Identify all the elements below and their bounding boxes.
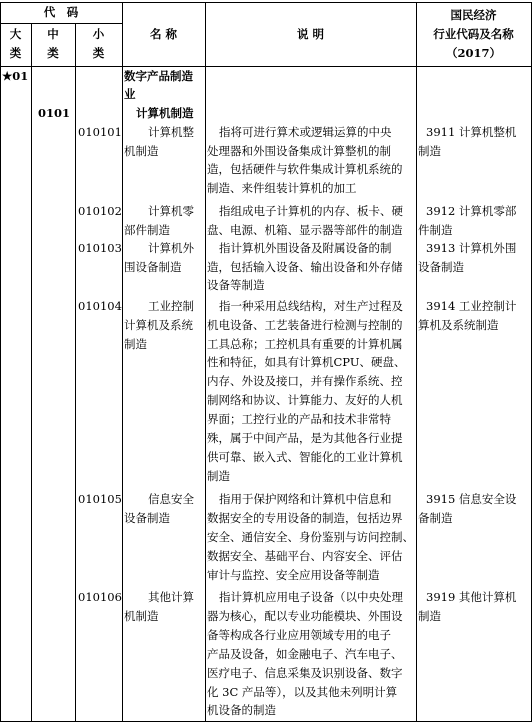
row-national: 设备制造 xyxy=(418,260,464,274)
row-name: 计算机及系统 xyxy=(124,318,193,332)
section-title-1: 数字产品制造 xyxy=(124,69,193,83)
header-minor-2: 类 xyxy=(92,46,105,60)
row-name: 信息安全 xyxy=(148,492,194,506)
row-national: 制造 xyxy=(418,144,441,158)
row-description: 性和特征，如具有计算机CPU、硬盘、 xyxy=(207,355,406,369)
row-description: 审计与监控、安全应用设备等制造 xyxy=(207,568,380,582)
header-major-2: 类 xyxy=(9,46,22,60)
row-national: 3913 计算机外围 xyxy=(426,241,517,255)
row-national: 3919 其他计算机 xyxy=(426,590,517,604)
col-divider xyxy=(416,2,417,722)
row-national: 3914 工业控制计 xyxy=(426,299,517,313)
row-national: 制造 xyxy=(418,609,441,623)
row-description: 安全、通信安全、身份鉴别与访问控制、 xyxy=(207,530,414,544)
row-national: 件制造 xyxy=(418,223,453,237)
row-description: 处理器和外围设备集成计算整机的制 xyxy=(207,144,391,158)
row-name: 设备制造 xyxy=(124,511,170,525)
row-description: 数据安全的专用设备的制造，包括边界 xyxy=(207,511,403,525)
row-description: 设备等制造 xyxy=(207,278,265,292)
minor-code: 010106 xyxy=(78,590,122,604)
header-middle-2: 类 xyxy=(47,46,59,60)
row-description: 盘、电源、机箱、显示器等部件的制造 xyxy=(207,223,403,237)
row-name: 工业控制 xyxy=(148,299,194,313)
row-national: 3911 计算机整机 xyxy=(426,125,517,139)
row-national: 3915 信息安全设 xyxy=(426,492,517,506)
row-name: 其他计算 xyxy=(148,590,194,604)
row-name: 机制造 xyxy=(124,609,159,623)
row-description: 殊，属于中间产品，是为其他各行业提 xyxy=(207,431,403,445)
row-description: 产品及设备，如金融电子、汽车电子、 xyxy=(207,647,403,661)
col-divider xyxy=(205,2,206,722)
row-name: 计算机外 xyxy=(148,241,194,255)
row-description: 工具总称；工控机具有重要的计算机属 xyxy=(207,337,403,351)
header-description: 说 明 xyxy=(296,27,324,41)
row-national: 备制造 xyxy=(418,511,453,525)
row-description: 制造 xyxy=(207,469,230,483)
minor-code: 010102 xyxy=(78,204,122,218)
row-name: 计算机整 xyxy=(148,125,194,139)
section-title-2: 业 xyxy=(124,87,136,101)
row-description: 化 3C 产品等），以及其他未列明计算 xyxy=(207,685,398,699)
row-description: 器为核心，配以专业功能模块、外围设 xyxy=(207,609,403,623)
row-name: 制造 xyxy=(124,337,147,351)
row-description: 医疗电子、信息采集及识别设备、数字 xyxy=(207,666,403,680)
header-national-3: （2017） xyxy=(445,46,501,60)
row-description: 机设备的制造 xyxy=(207,703,276,717)
header-national-1: 国民经济 xyxy=(450,8,497,22)
minor-code: 010105 xyxy=(78,492,122,506)
row-name: 计算机零 xyxy=(148,204,194,218)
col-divider xyxy=(31,23,32,722)
row-description: 指计算机应用电子设备（以中央处理 xyxy=(219,590,403,604)
row-name: 围设备制造 xyxy=(124,260,182,274)
row-description: 指一种采用总线结构，对生产过程及 xyxy=(219,299,403,313)
col-divider xyxy=(122,2,123,722)
table-left-border xyxy=(0,2,1,722)
row-description: 指用于保护网络和计算机中信息和 xyxy=(219,492,392,506)
minor-code: 010101 xyxy=(78,125,122,139)
row-national: 算机及系统制造 xyxy=(418,318,499,332)
row-description: 机电设备、工艺装备进行检测与控制的 xyxy=(207,318,403,332)
header-bottom-border xyxy=(0,66,532,67)
row-description: 指将可进行算术或逻辑运算的中央 xyxy=(219,125,392,139)
row-description: 指组成电子计算机的内存、板卡、硬 xyxy=(219,204,403,218)
row-description: 界面；工控行业的产品和技术非常特 xyxy=(207,412,391,426)
row-description: 数据安全、基础平台、内容安全、评估 xyxy=(207,549,403,563)
header-major-1: 大 xyxy=(9,27,22,41)
row-name: 部件制造 xyxy=(124,223,170,237)
row-description: 制造、来件组装计算机的加工 xyxy=(207,181,357,195)
middle-code: 0101 xyxy=(38,106,71,120)
row-description: 造，包括输入设备、输出设备和外存储 xyxy=(207,260,403,274)
header-national-2: 行业代码及名称 xyxy=(433,27,514,41)
header-name: 名 称 xyxy=(149,27,177,41)
minor-code: 010103 xyxy=(78,241,122,255)
row-national: 3912 计算机零部 xyxy=(426,204,517,218)
row-description: 造，包括硬件与软件集成计算机系统的 xyxy=(207,162,403,176)
row-description: 备等构成各行业应用领域专用的电子 xyxy=(207,628,391,642)
minor-code: 010104 xyxy=(78,299,122,313)
group-title: 计算机制造 xyxy=(136,106,194,120)
row-description: 制网络和协议、计算能力、友好的人机 xyxy=(207,393,403,407)
col-divider xyxy=(75,23,76,722)
row-description: 供可靠、嵌入式、智能化的工业计算机 xyxy=(207,450,403,464)
major-code: ★01 xyxy=(2,69,29,83)
header-minor-1: 小 xyxy=(92,27,105,41)
header-middle-1: 中 xyxy=(47,27,59,41)
header-code: 代 码 xyxy=(43,5,79,19)
code-subheader-divider xyxy=(0,23,122,24)
row-description: 内存、外设及接口，并有操作系统、控 xyxy=(207,374,403,388)
row-name: 机制造 xyxy=(124,144,159,158)
row-description: 指计算机外围设备及附属设备的制 xyxy=(219,241,392,255)
